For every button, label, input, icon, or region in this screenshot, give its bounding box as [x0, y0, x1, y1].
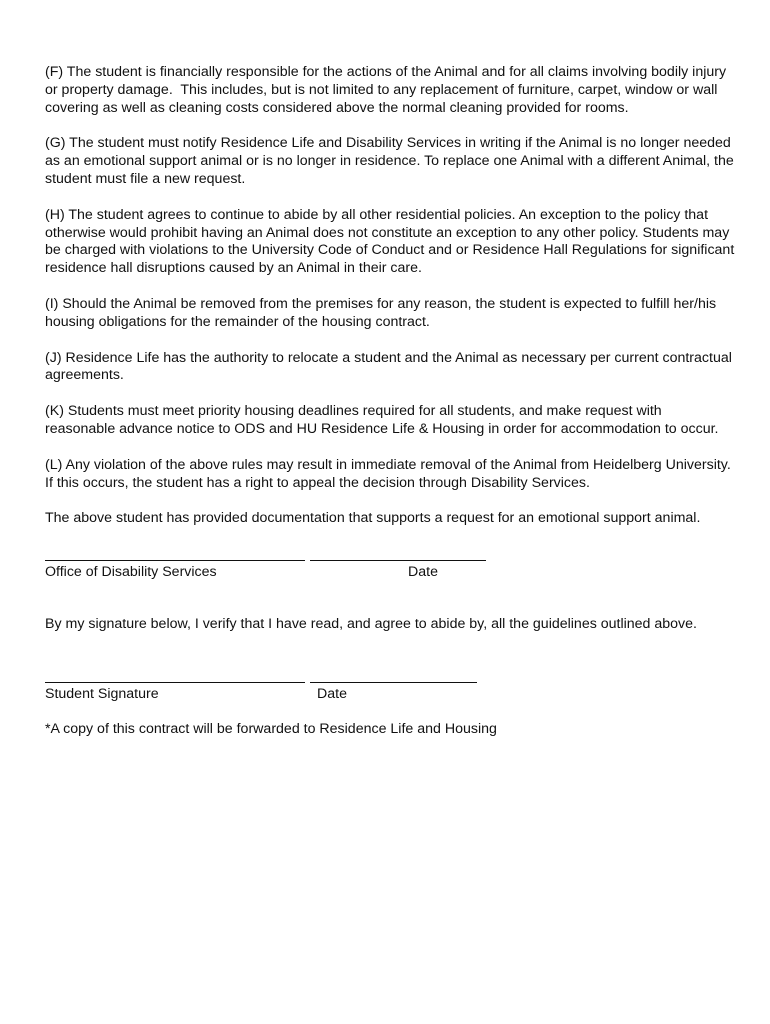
- paragraph-g: (G) The student must notify Residence Life and Disability Services in writing if the Animal is no longer needed as an emotional support animal or is no longer in residence. To replace one Animal with a different Animal, the student must file a new request.: [45, 135, 738, 187]
- office-signature-labels: [45, 564, 735, 582]
- paragraph-k: (K) Students must meet priority housing deadlines required for all students, and make request with reasonable advance notice to ODS and HU Residence Life & Housing in order for accommodation to occur.: [45, 403, 719, 437]
- student-signature-rule: [45, 682, 305, 683]
- paragraph-i: (I) Should the Animal be removed from the premises for any reason, the student is expected to fulfill her/his housing obligations for the remainder of the housing contract.: [45, 295, 721, 330]
- office-signature-line: [45, 546, 735, 564]
- office-date-rule: [310, 560, 486, 561]
- student-date-label: Date: [317, 685, 347, 702]
- student-date-rule: [310, 682, 477, 683]
- paragraph-f: (F) The student is financially responsible for the actions of the Animal and for all claims involving bodily injury or property damage. This includes, but is not limited to any replacement of furniture, carpet, window or wall covering as well as cleaning costs considered above the normal cleaning provided for rooms.: [45, 64, 731, 116]
- paragraph-j: (J) Residence Life has the authority to relocate a student and the Animal as necessary per current contractual agreements.: [45, 349, 736, 384]
- office-signature-label: Office of Disability Services: [45, 564, 217, 581]
- office-date-label: Date: [408, 564, 438, 581]
- paragraph-l: (L) Any violation of the above rules may result in immediate removal of the Animal from Heidelberg University. If this occurs, the student has a right to appeal the decision through Disability Services.: [45, 456, 743, 491]
- document-page: [45, 64, 743, 739]
- office-signature-rule: [45, 560, 305, 561]
- student-signature-line: [45, 668, 735, 686]
- paragraph-documentation: The above student has provided documentation that supports a request for an emotional support animal.: [45, 510, 701, 527]
- paragraph-verify: By my signature below, I verify that I have read, and agree to abide by, all the guidelines outlined above.: [45, 616, 697, 633]
- student-signature-label: Student Signature: [45, 685, 159, 702]
- student-signature-labels: [45, 686, 735, 704]
- footnote: *A copy of this contract will be forwarded to Residence Life and Housing: [45, 720, 497, 737]
- paragraph-h: (H) The student agrees to continue to abide by all other residential policies. An exception to the policy that otherwise would prohibit having an Animal does not constitute an exception to any other policy. Students may be charged with violations to the University Code of Conduct and or Residence Hall Regulations for significant residence hall disruptions caused by an Animal in their care.: [45, 206, 739, 277]
